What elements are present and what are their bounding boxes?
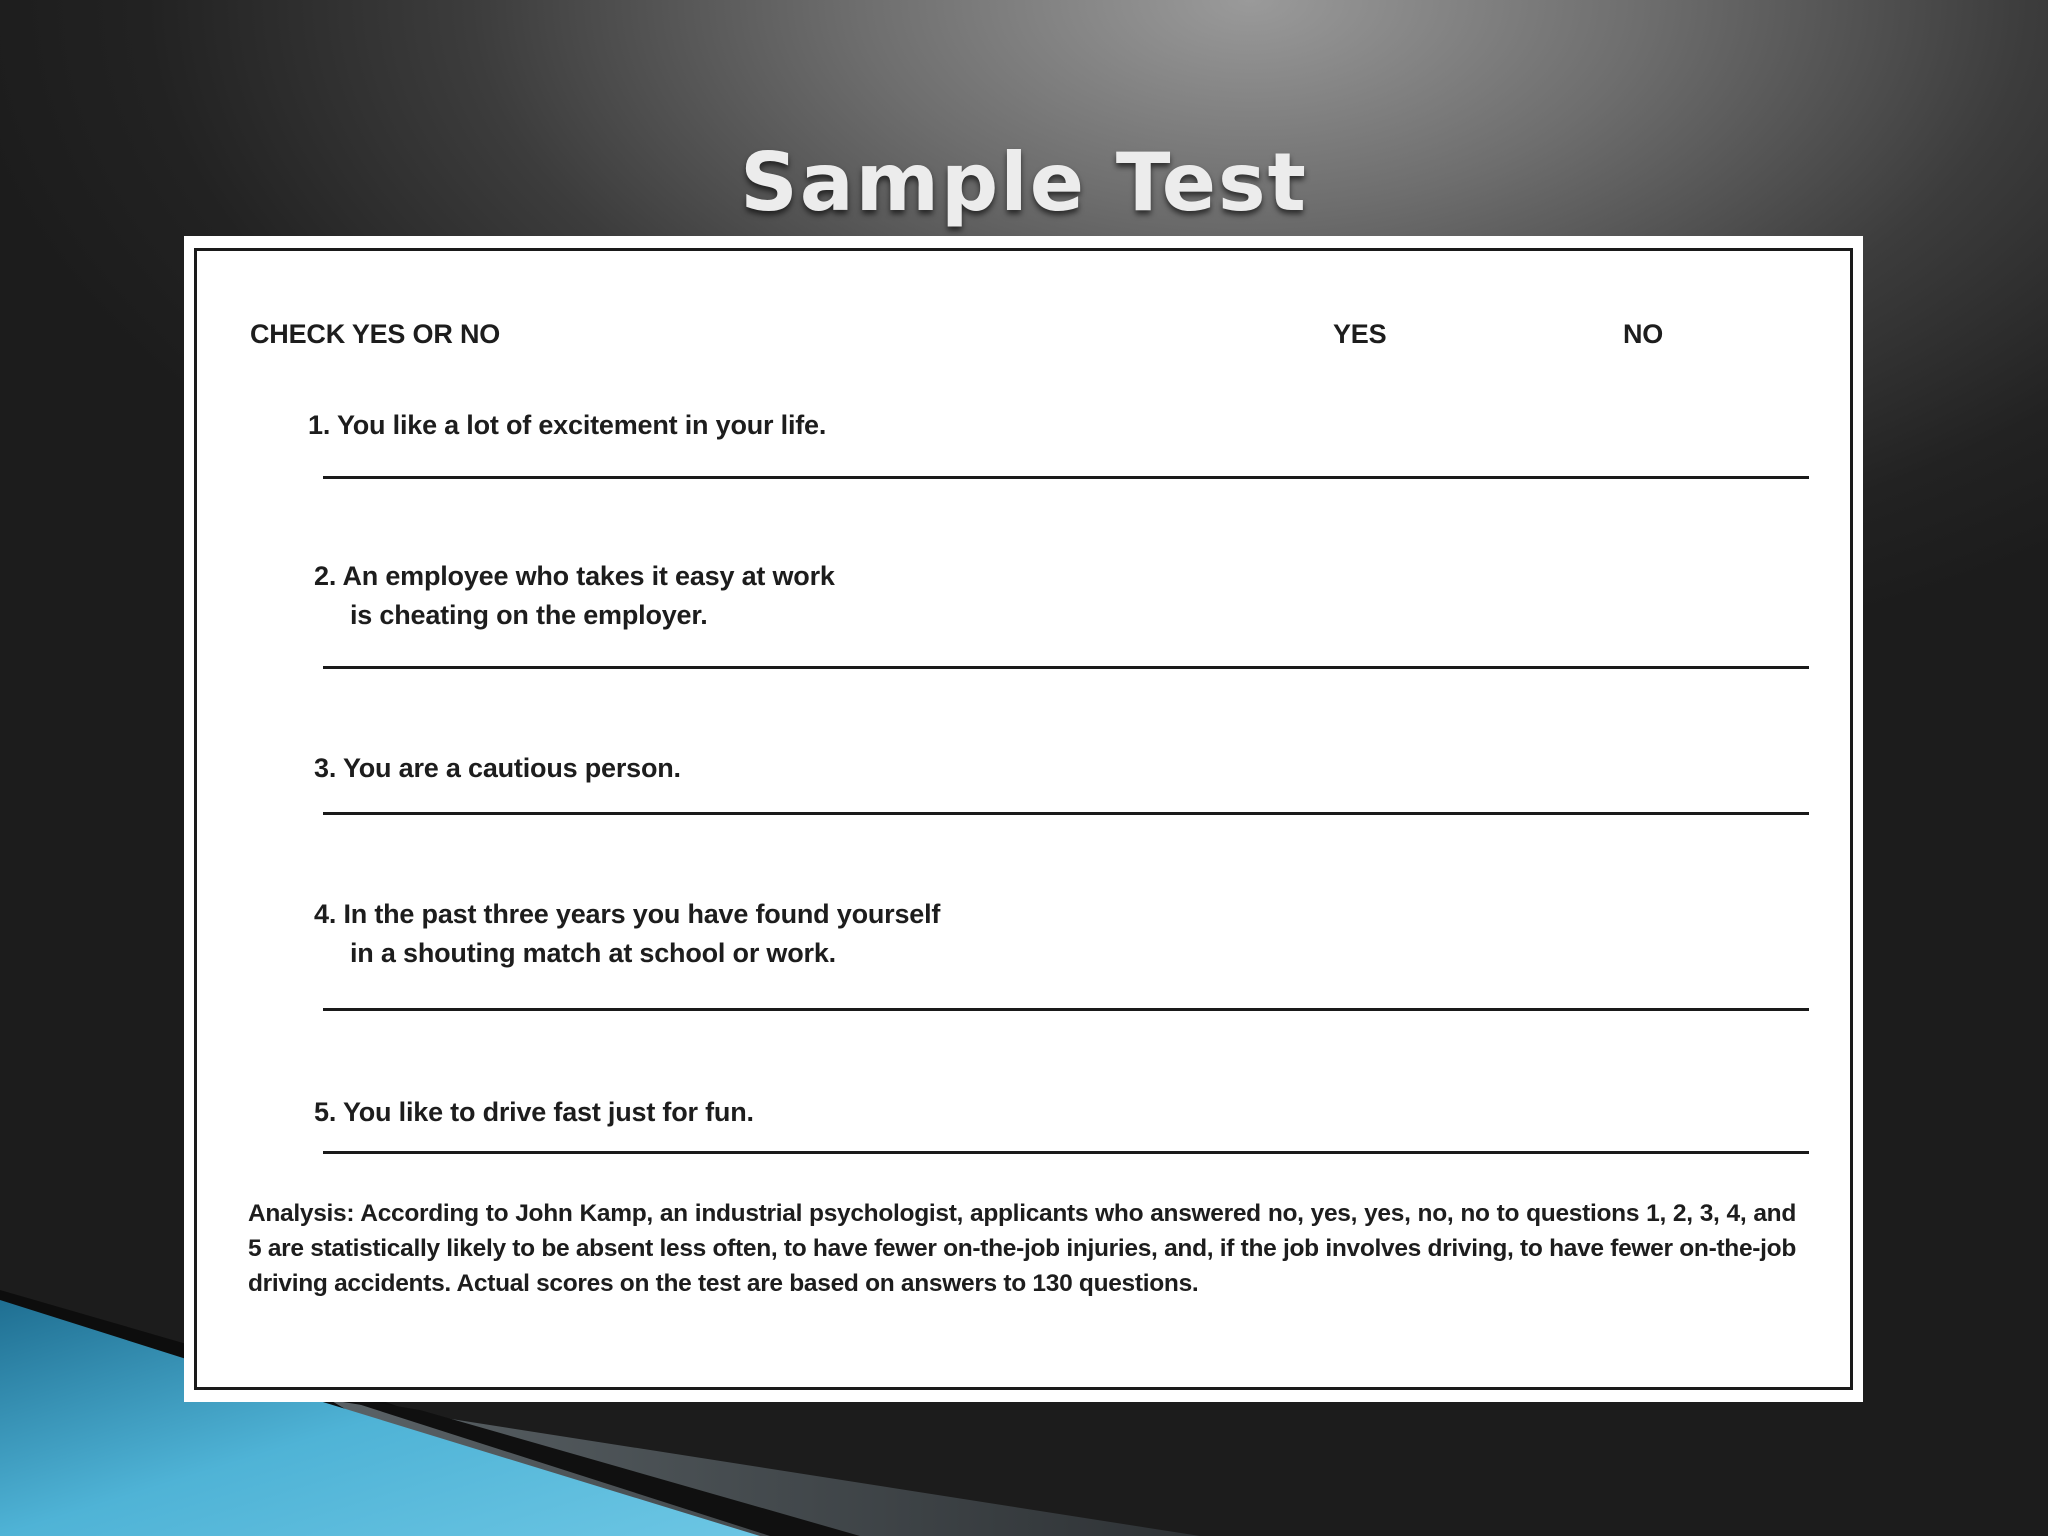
answer-line bbox=[323, 666, 1809, 669]
question-2-continuation: is cheating on the employer. bbox=[350, 600, 708, 630]
question-4-continuation: in a shouting match at school or work. bbox=[350, 938, 836, 968]
analysis-paragraph: Analysis: According to John Kamp, an industrial psychologist, applicants who answered no, yes, yes, no, no to questions 1, 2, 3, 4, and 5 are statistically likely to be absent less often, to have fewer on-the-job injuries, and, if the job involves driving, to have fewer on-the-job driving accidents. Actual scores on the test are based on answers to 130 questions. bbox=[248, 1200, 1796, 1297]
no-column-header: NO bbox=[1623, 319, 1664, 349]
question-2 bbox=[314, 557, 835, 596]
question-number: 5. bbox=[314, 1097, 337, 1127]
question-5 bbox=[314, 1093, 754, 1132]
question-1 bbox=[308, 406, 826, 445]
question-text: You like to drive fast just for fun. bbox=[342, 1097, 754, 1127]
question-number: 4. bbox=[314, 899, 337, 929]
sample-test-panel bbox=[184, 236, 1863, 1402]
question-text: You are a cautious person. bbox=[342, 753, 681, 783]
question-text: An employee who takes it easy at work bbox=[342, 561, 835, 591]
check-yes-or-no-heading: CHECK YES OR NO bbox=[250, 319, 501, 349]
answer-line bbox=[323, 476, 1809, 479]
answer-line bbox=[323, 812, 1809, 815]
yes-column-header: YES bbox=[1333, 319, 1387, 349]
question-number: 2. bbox=[314, 561, 337, 591]
question-number: 3. bbox=[314, 753, 337, 783]
question-text: You like a lot of excitement in your life. bbox=[336, 410, 827, 440]
question-text: In the past three years you have found yourself bbox=[343, 899, 941, 929]
question-4 bbox=[314, 895, 940, 934]
answer-line bbox=[323, 1008, 1809, 1011]
question-number: 1. bbox=[308, 410, 331, 440]
question-3 bbox=[314, 749, 681, 788]
answer-line bbox=[323, 1151, 1809, 1154]
slide-title: Sample Test bbox=[740, 136, 1308, 229]
